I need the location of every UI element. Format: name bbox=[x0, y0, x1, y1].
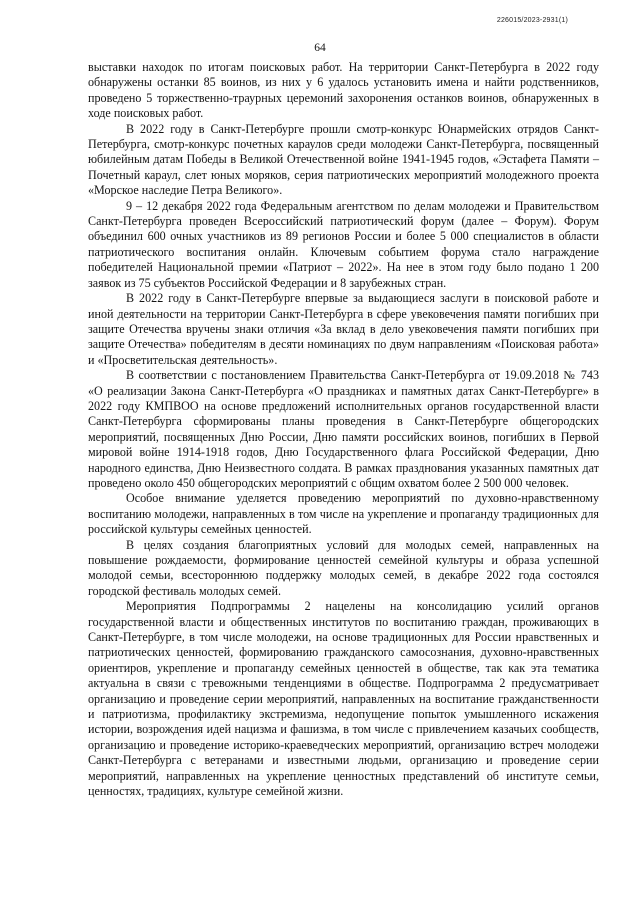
paragraph-search-results: выставки находок по итогам поисковых работ. На территории Санкт-Петербурга в 2022 году обнаружены останки 85 воинов, из них у 6 удалось установить имена и найти родственников, проведено 5 торжественно-траурных церемоний захоронения останков воинов, обнаруженных в ходе поисковых работ. bbox=[88, 60, 599, 121]
page-number: 64 bbox=[314, 42, 326, 54]
paragraph-young-families: В целях создания благоприятных условий для молодых семей, направленных на повышение рождаемости, формирование ценностей семейной культуры и образа успешной молодой семьи, всестороннюю поддержку молодых семей, в декабре 2022 года состоялся городской фестиваль молодых семей. bbox=[88, 537, 599, 598]
paragraph-subprogram-2: Мероприятия Подпрограммы 2 нацелены на консолидацию усилий органов государственной власти и общественных институтов по воспитанию граждан, проживающих в Санкт-Петербурге, в том числе молодежи, на основе традиционных для России нравственных и патриотических ценностей, формированию гражданского самосознания, духовно-нравственных ориентиров, укрепление и пропаганду семейных ценностей в обществе, так как эта тематика актуальна в связи с тревожными тенденциями в обществе. Подпрограмма 2 предусматривает организацию и проведение серии мероприятий, направленных на воспитание гражданственности и патриотизма, профилактику экстремизма, недопущение попыток умышленного искажения истории, возрождения идей нацизма и фашизма, в том числе с привлечением казачьих сообществ, организацию и проведение историко-краеведческих мероприятий, организацию встреч молодежи Санкт-Петербурга с ветеранами и известными людьми, организацию и проведение серии мероприятий, направленных на укрепление ценностных представлений об институте семьи, ценностях, традициях, культуре семейной жизни. bbox=[88, 599, 599, 799]
body-text bbox=[88, 60, 599, 800]
paragraph-contests: В 2022 году в Санкт-Петербурге прошли смотр-конкурс Юнармейских отрядов Санкт-Петербурга, смотр-конкурс почетных караулов среди молодежи Санкт-Петербурга, посвященный юбилейным датам Победы в Великой Отечественной войне 1941-1945 годов, «Эстафета Памяти – Почетный караул, слет юных моряков, серия патриотических мероприятий молодежного проекта «Морское наследие Петра Великого». bbox=[88, 121, 599, 198]
paragraph-memorial-dates: В соответствии с постановлением Правительства Санкт-Петербурга от 19.09.2018 № 743 «О реализации Закона Санкт-Петербурга «О праздниках и памятных датах Санкт-Петербурге» в 2022 году КМПВОО на основе предложений исполнительных органов государственной власти Санкт-Петербурга сформированы планы проведения в Санкт-Петербурге общегородских мероприятий, посвященных Дню России, Дню памяти российских воинов, погибших в Первой мировой войне 1914-1918 годов, Дню Государственного флага Российской Федерации, Дню народного единства, Дню Неизвестного солдата. В рамках празднования указанных памятных дат проведено около 450 общегородских мероприятий с общим охватом более 2 500 000 человек. bbox=[88, 368, 599, 490]
document-id: 226015/2023-2931(1) bbox=[496, 17, 568, 24]
paragraph-family-values: Особое внимание уделяется проведению мероприятий по духовно-нравственному воспитанию молодежи, направленных в том числе на укрепление и пропаганду традиционных для российской культуры семейных ценностей. bbox=[88, 491, 599, 537]
paragraph-patriotic-forum: 9 – 12 декабря 2022 года Федеральным агентством по делам молодежи и Правительством Санкт-Петербурга проведен Всероссийский патриотический форум (далее – Форум). Форум объединил 600 очных участников из 89 регионов России и более 5 000 специалистов в области патриотического воспитания онлайн. Ключевым событием форума стало награждение победителей Национальной премии «Патриот – 2022». На нее в этом году было подано 1 200 заявок из 75 субъектов Российской Федерации и 8 зарубежных стран. bbox=[88, 198, 599, 290]
paragraph-badges-of-honor: В 2022 году в Санкт-Петербурге впервые за выдающиеся заслуги в поисковой работе и иной деятельности на территории Санкт-Петербурга в сфере увековечения памяти погибших при защите Отечества вручены знаки отличия «За вклад в дело увековечения памяти погибших при защите Отечества» победителям в десяти номинациях по двум направлениям «Поисковая работа» и «Просветительская деятельность». bbox=[88, 291, 599, 367]
